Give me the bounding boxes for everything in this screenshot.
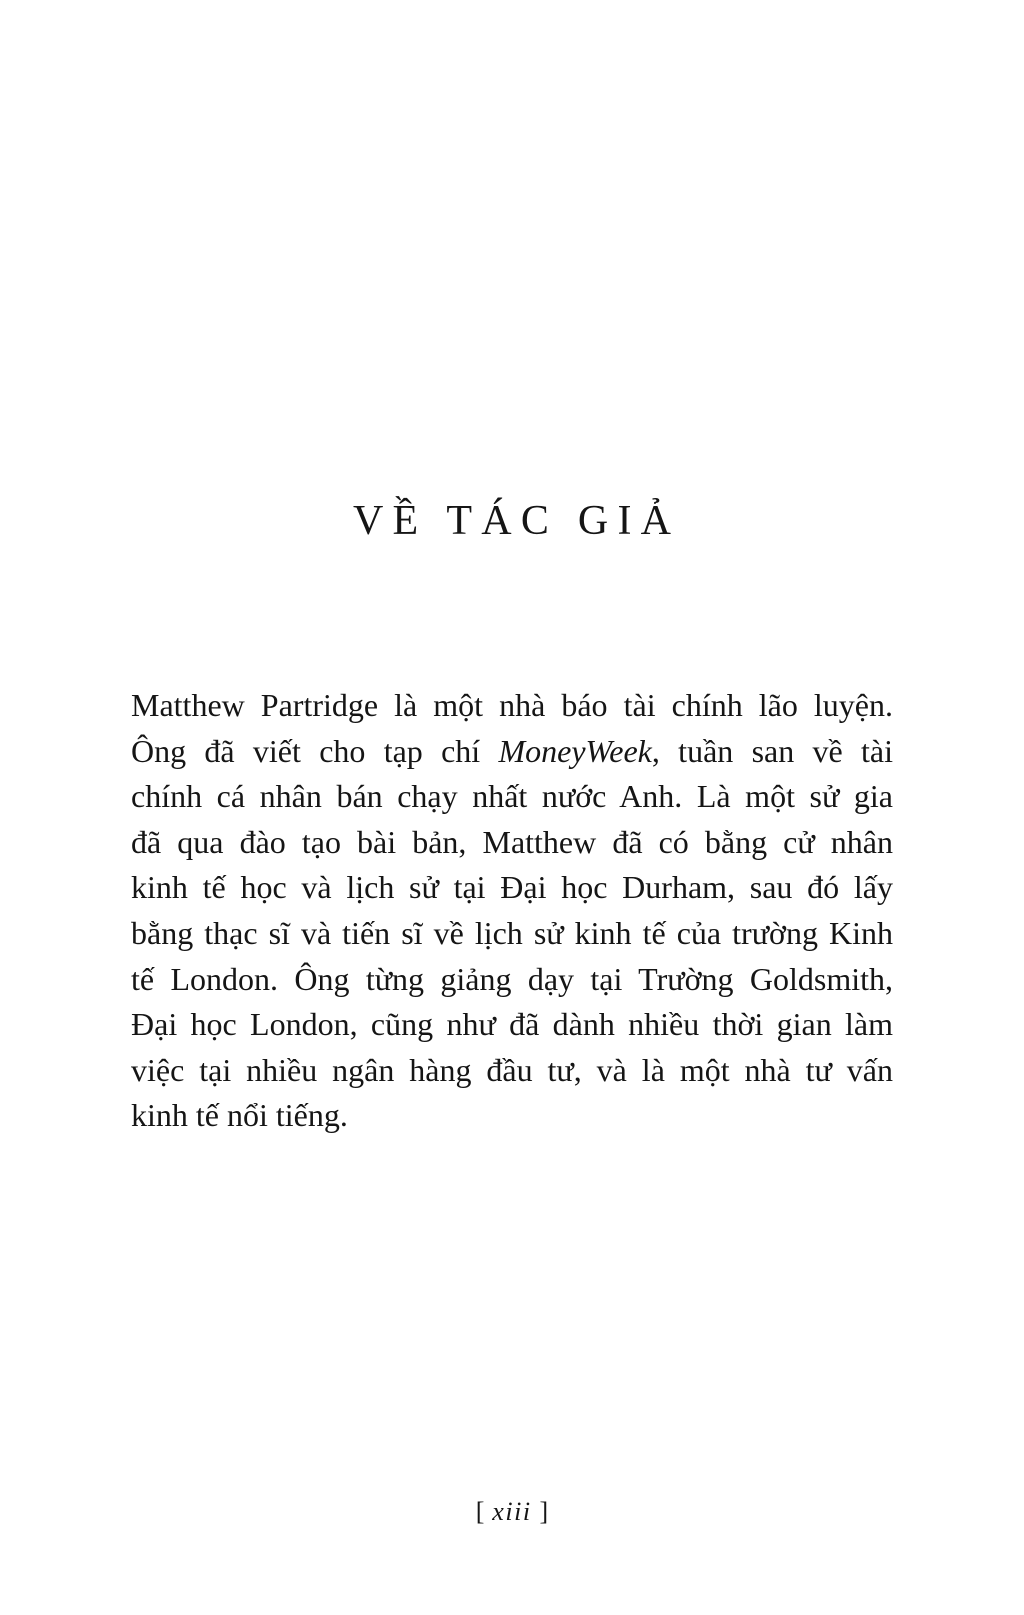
italic-text-segment: MoneyWeek [498, 732, 652, 769]
text-line [131, 820, 893, 866]
text-line [131, 683, 893, 729]
text-segment: Matthew Partridge là một nhà báo tài chính lão luyện. [131, 687, 893, 723]
text-segment: kinh tế nổi tiếng. [131, 1097, 348, 1134]
text-segment: chính cá nhân bán chạy nhất nước Anh. Là một sử gia [131, 778, 893, 815]
text-segment: Đại học London, cũng như đã dành nhiều thời gian làm [131, 1006, 893, 1043]
text-line [131, 957, 893, 1003]
text-segment: , tuần san về tài [651, 732, 894, 769]
page-number-open-bracket: [ [475, 1497, 485, 1526]
body-paragraph [131, 683, 893, 1139]
text-line [131, 774, 893, 820]
text-line [131, 1093, 893, 1139]
text-segment: bằng thạc sĩ và tiến sĩ về lịch sử kinh tế của trường Kinh [131, 914, 893, 951]
text-segment: việc tại nhiều ngân hàng đầu tư, và là một nhà tư vấn [131, 1051, 893, 1088]
page-number-value: xiii [492, 1497, 532, 1526]
page-title: VỀ TÁC GIẢ [352, 498, 681, 544]
text-line [131, 1048, 893, 1094]
text-line [131, 1002, 893, 1048]
text-segment: đã qua đào tạo bài bản, Matthew đã có bằng cử nhân [131, 823, 893, 860]
text-line [131, 865, 893, 911]
text-line [131, 911, 893, 957]
page-number [131, 1496, 893, 1527]
page-number-close-bracket: ] [539, 1497, 549, 1526]
text-segment: Ông đã viết cho tạp chí [131, 732, 499, 769]
text-segment: kinh tế học và lịch sử tại Đại học Durham, sau đó lấy [131, 869, 893, 906]
text-segment: tế London. Ông từng giảng dạy tại Trường Goldsmith, [131, 960, 893, 997]
text-line [131, 729, 893, 775]
